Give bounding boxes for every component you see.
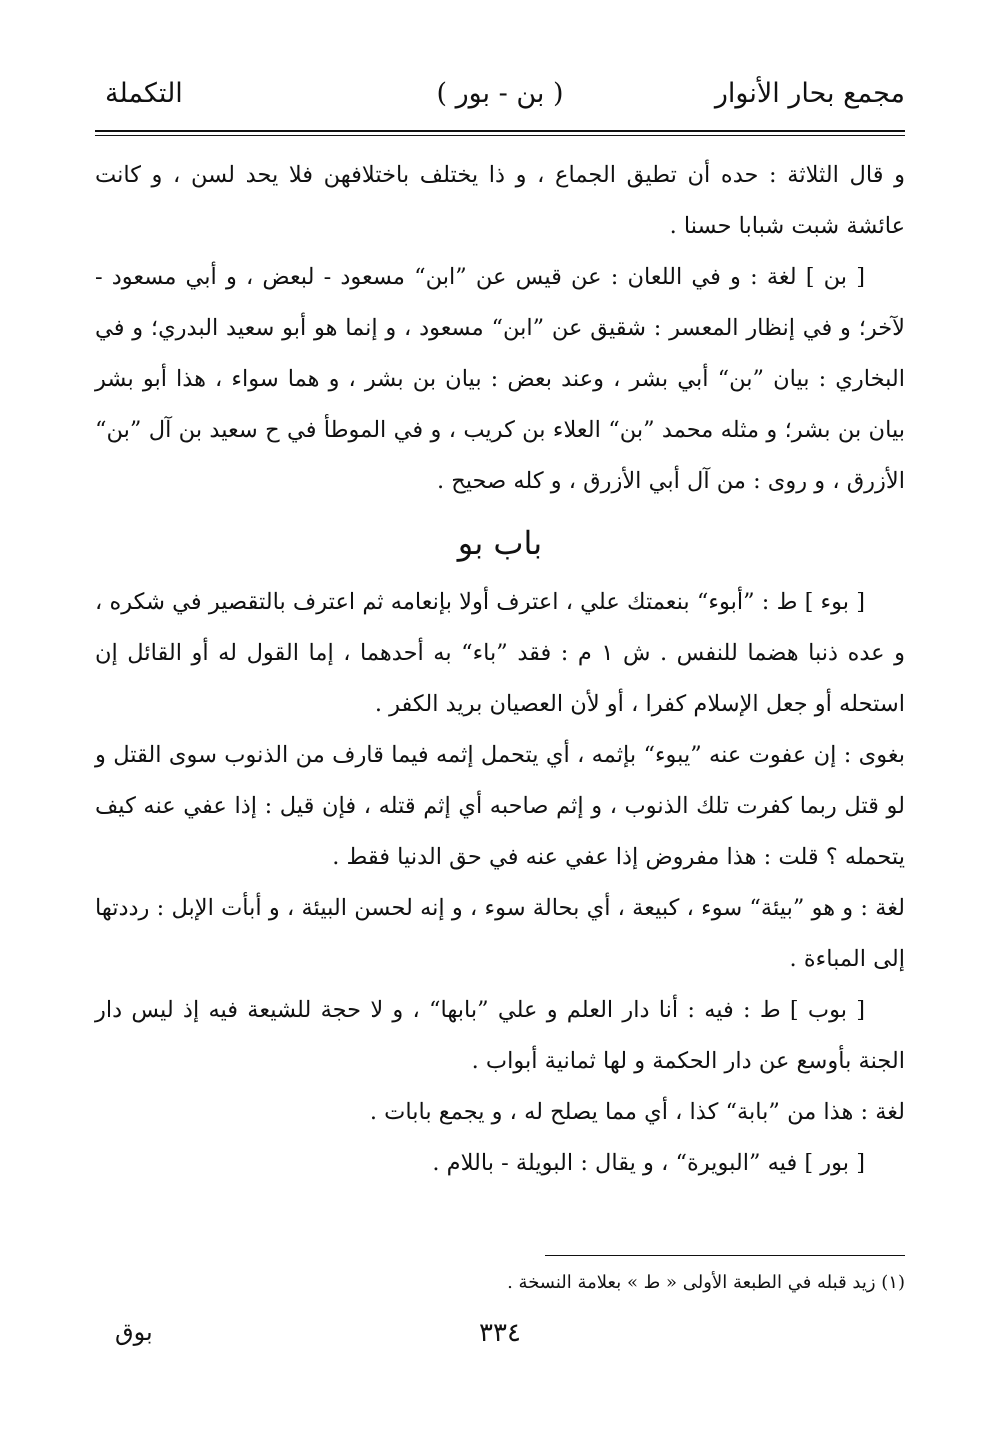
main-text <box>95 150 905 1189</box>
catchword: بوق <box>115 1318 153 1346</box>
footnote: (١) زيد قبله في الطبعة الأولى « ط » بعلامة النسخة . <box>507 1272 905 1293</box>
paragraph: [ بوء ] ط : ”أبوء“ بنعمتك علي ، اعترف أولا بإنعامه ثم اعترف بالتقصير في شكره ، و عده ذنبا هضما للنفس . ش ١ م : فقد ”باء“ به أحدهما ، إما القول له أو القائل إن استحله أو جعل الإسلام كفرا ، أو لأن العصيان بريد الكفر . <box>95 589 905 717</box>
running-head <box>95 78 905 118</box>
book-title: مجمع بحار الأنوار <box>714 78 905 109</box>
section-range: ( بن - بور ) <box>436 78 564 109</box>
page-number: ٣٣٤ <box>479 1318 521 1348</box>
footnote-rule <box>545 1255 905 1256</box>
paragraph: و قال الثلاثة : حده أن تطيق الجماع ، و ذا يختلف باختلافهن فلا يحد لسن ، و كانت عائشة شبت شبابا حسنا . <box>95 162 905 239</box>
supplement-label: التكملة <box>105 78 183 109</box>
paragraph: [ بور ] فيه ”البويرة“ ، و يقال : البويلة - باللام . <box>432 1150 865 1176</box>
paragraph: لغة : هذا من ”بابة“ كذا ، أي مما يصلح له ، و يجمع بابات . <box>369 1099 905 1125</box>
page <box>95 0 905 1437</box>
section-heading: باب بو <box>457 524 543 562</box>
paragraph: بغوى : إن عفوت عنه ”يبوء“ بإثمه ، أي يتحمل إثمه فيما قارف من الذنوب سوى القتل و لو قتل ربما كفرت تلك الذنوب ، و إثم صاحبه أي إثم قتله ، فإن قيل : إذا عفي عنه كيف يتحمله ؟ قلت : هذا مفروض إذا عفي عنه في حق الدنيا فقط . <box>95 742 905 870</box>
paragraph: لغة : و هو ”بيئة“ سوء ، كبيعة ، أي بحالة سوء ، و إنه لحسن البيئة ، و أبأت الإبل : رددتها إلى المباءة . <box>95 895 905 972</box>
header-rule-thin <box>95 135 905 136</box>
paragraph: [ بن ] لغة : و في اللعان : عن قيس عن ”ابن“ مسعود - لبعض ، و أبي مسعود - لآخر؛ و في إنظار المعسر : شقيق عن ”ابن“ مسعود ، و إنما هو أبو سعيد البدري؛ و في البخاري : بيان ”بن“ أبي بشر ، وعند بعض : بيان بن بشر ، و هما سواء ، هذا أبو بشر بيان بن بشر؛ و مثله محمد ”بن“ العلاء بن كريب ، و في الموطأ في ح سعيد بن آل ”بن“ الأزرق ، و روى : من آل أبي الأزرق ، و كله صحيح . <box>95 264 905 494</box>
header-rule <box>95 130 905 132</box>
paragraph: [ بوب ] ط : فيه : أنا دار العلم و علي ”بابها“ ، و لا حجة للشيعة فيه إذ ليس دار الجنة بأوسع عن دار الحكمة و لها ثمانية أبواب . <box>95 997 905 1074</box>
